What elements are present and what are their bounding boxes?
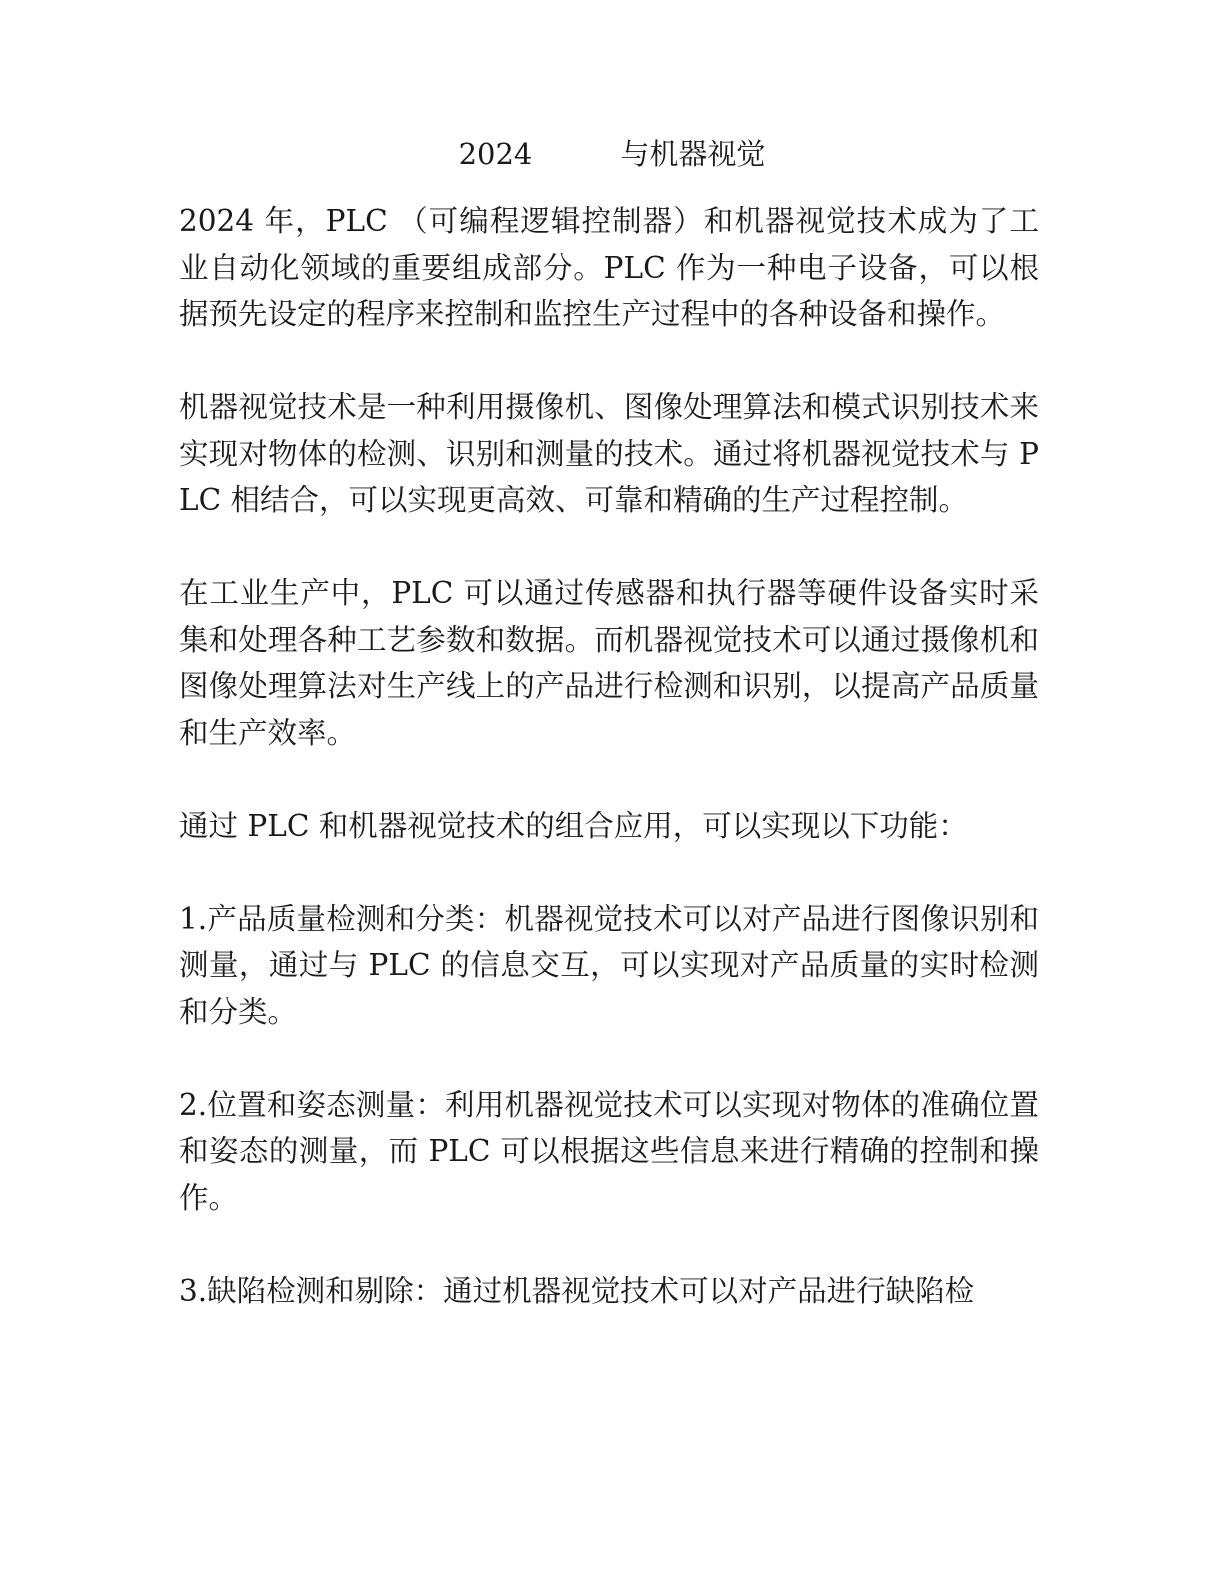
document-title — [0, 134, 1224, 174]
document-body — [179, 198, 1039, 1314]
title-year: 2024 — [458, 137, 533, 171]
list-item: 2.位置和姿态测量：利用机器视觉技术可以实现对物体的准确位置和姿态的测量，而 PLC 可以根据这些信息来进行精确的控制和操作。 — [179, 1087, 1039, 1215]
list-item: 3.缺陷检测和剔除：通过机器视觉技术可以对产品进行缺陷检 — [179, 1273, 975, 1308]
list-item: 1.产品质量检测和分类：机器视觉技术可以对产品进行图像识别和测量，通过与 PLC 的信息交互，可以实现对产品质量的实时检测和分类。 — [179, 901, 1039, 1029]
title-text: 与机器视觉 — [620, 137, 766, 171]
paragraph: 机器视觉技术是一种利用摄像机、图像处理算法和模式识别技术来实现对物体的检测、识别和测量的技术。通过将机器视觉技术与 PLC 相结合，可以实现更高效、可靠和精确的生产过程控制。 — [179, 390, 1039, 517]
paragraph: 2024 年，PLC （可编程逻辑控制器）和机器视觉技术成为了工业自动化领域的重要组成部分。PLC 作为一种电子设备，可以根据预先设定的程序来控制和监控生产过程中的各种设备和操作。 — [179, 204, 1039, 331]
paragraph: 在工业生产中，PLC 可以通过传感器和执行器等硬件设备实时采集和处理各种工艺参数和数据。而机器视觉技术可以通过摄像机和图像处理算法对生产线上的产品进行检测和识别，以提高产品质量和生产效率。 — [179, 576, 1039, 750]
paragraph: 通过 PLC 和机器视觉技术的组合应用，可以实现以下功能： — [179, 808, 968, 843]
